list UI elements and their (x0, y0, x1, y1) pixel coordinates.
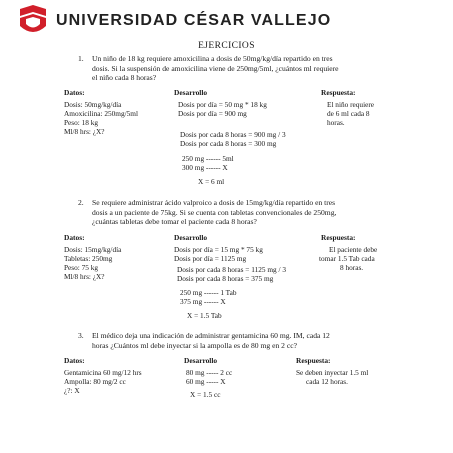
development-header: Desarrollo (184, 356, 218, 365)
answer-line: cada 12 horas. (306, 377, 348, 386)
development-result: X = 1.5 Tab (187, 311, 222, 320)
development-line: 60 mg ----- X (186, 377, 226, 386)
development-line: Dosis por cada 8 horas = 900 mg / 3 (180, 130, 286, 139)
data-line: Dosis: 15mg/kg/día (64, 245, 122, 254)
exercise-number: 2. (78, 198, 84, 207)
page-title: EJERCICIOS (198, 41, 255, 51)
data-line: ¿?: X (64, 386, 80, 395)
development-line: 250 mg ------ 5ml (182, 154, 234, 163)
exercise-number: 3. (78, 331, 84, 340)
data-header: Datos: (64, 233, 85, 242)
development-result: X = 1.5 cc (190, 390, 221, 399)
development-header: Desarrollo (174, 233, 208, 242)
data-line: Peso: 75 kg (64, 263, 99, 272)
data-line: Tabletas: 250mg (64, 254, 113, 263)
answer-header: Respuesta: (321, 233, 356, 242)
data-line: Peso: 18 kg (64, 118, 99, 127)
answer-line: horas. (327, 118, 345, 127)
university-logo (18, 4, 48, 38)
data-header: Datos: (64, 88, 85, 97)
question-line: El médico deja una indicación de administrar gentamicina 60 mg. IM, cada 12 (92, 331, 330, 340)
development-line: Dosis por día = 15 mg * 75 kg (174, 245, 263, 254)
answer-header: Respuesta: (321, 88, 356, 97)
data-line: Ampolla: 80 mg/2 cc (64, 377, 126, 386)
development-line: Dosis por cada 8 horas = 1125 mg / 3 (177, 265, 287, 274)
university-name: UNIVERSIDAD CÉSAR VALLEJO (56, 12, 332, 29)
development-line: Dosis por día = 900 mg (178, 109, 247, 118)
question-line: Un niño de 18 kg requiere amoxicilina a dosis de 50mg/kg/día repartido en tres (92, 54, 333, 63)
development-line: 250 mg ------ 1 Tab (180, 288, 237, 297)
question-line: el niño cada 8 horas? (92, 73, 157, 82)
answer-line: El niño requiere (327, 100, 375, 109)
answer-line: de 6 ml cada 8 (327, 109, 370, 118)
answer-header: Respuesta: (296, 356, 331, 365)
question-line: dosis. Si la suspensión de amoxicilina viene de 250mg/5ml, ¿cuántos ml requiere (92, 63, 339, 73)
development-header: Desarrollo (174, 88, 208, 97)
question-line: ¿cuántas tabletas debe tomar el paciente cada 8 horas? (92, 217, 257, 226)
data-line: Amoxicilina: 250mg/5ml (64, 109, 138, 118)
data-line: Gentamicina 60 mg/12 hrs (64, 368, 142, 377)
data-line: Ml/8 hrs: ¿X? (64, 272, 105, 281)
data-header: Datos: (64, 356, 85, 365)
development-line: 375 mg ------ X (180, 297, 226, 306)
answer-line: El paciente debe (329, 245, 378, 254)
development-line: Dosis por cada 8 horas = 375 mg (177, 274, 274, 283)
development-line: 300 mg ------ X (182, 163, 228, 172)
question-line: Se requiere administrar ácido valproico a dosis de 15mg/kg/día repartido en tres (92, 198, 336, 207)
development-line: Dosis por cada 8 horas = 300 mg (180, 139, 277, 148)
development-result: X = 6 ml (198, 177, 225, 186)
question-line: horas ¿Cuántos ml debe inyectar si la ampolla es de 80 mg en 2 cc? (92, 340, 297, 350)
question-line: dosis a un paciente de 75kg. Si se cuenta con tabletas convencionales de 250mg, (92, 207, 337, 217)
data-line: Dosis: 50mg/kg/día (64, 100, 122, 109)
data-line: Ml/8 hrs: ¿X? (64, 127, 105, 136)
answer-line: 8 horas. (340, 263, 364, 272)
answer-line: Se deben inyectar 1.5 ml (296, 368, 369, 377)
answer-line: tomar 1.5 Tab cada (319, 254, 375, 263)
development-line: 80 mg ----- 2 cc (186, 368, 233, 377)
development-line: Dosis por día = 50 mg * 18 kg (178, 100, 267, 109)
exercise-number: 1. (78, 54, 84, 63)
development-line: Dosis por día = 1125 mg (174, 254, 247, 263)
